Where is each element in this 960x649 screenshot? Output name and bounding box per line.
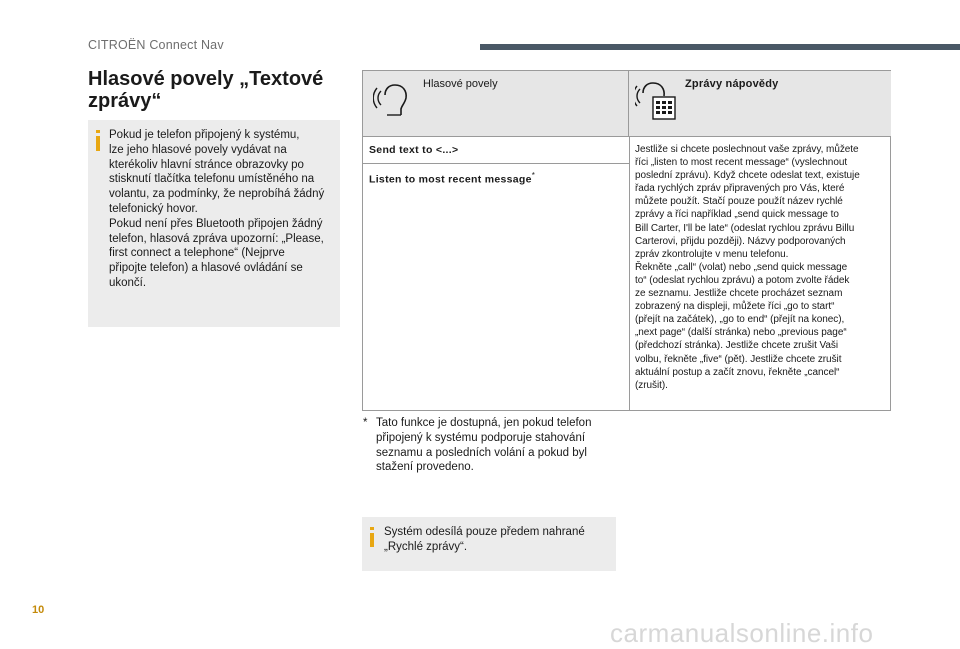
info-box-phone-connected (88, 120, 340, 327)
footnote-text: Tato funkce je dostupná, jen pokud telefon připojený k systému podporuje stahování seznamu a posledních volání a pokud byl stažení provedeno. (376, 417, 592, 474)
table-divider (629, 136, 630, 410)
table-header-voice-commands (363, 71, 629, 136)
command-text: Send text to <...> (369, 144, 459, 156)
table-row-command (369, 144, 458, 156)
info-icon (370, 533, 374, 547)
command-text: Listen to most recent message (369, 173, 532, 186)
info-icon (96, 136, 100, 151)
footnote-marker: * (531, 171, 536, 180)
info-text: Systém odesílá pouze předem nahrané „Rychlé zprávy“. (384, 526, 585, 553)
voice-commands-table (362, 70, 891, 411)
table-header-label: Zprávy nápovědy (685, 78, 779, 90)
table-row-command (369, 171, 535, 186)
footnote-marker: * (363, 417, 368, 429)
table-divider (363, 136, 890, 137)
info-text: Pokud je telefon připojený k systému, lze jeho hlasové povely vydávat na kterékoliv hlavní stránce obrazovky po stisknutí tlačítka telefonu umístěného na volantu, za podmínky, že neprobíhá žádný telefonický hovor. Pokud není přes Bluetooth připojen žádný telefon, hlasová zpráva upozorní: „Please, first connect a telephone“ (Nejprve připojte telefon) a hlasové ovládání se ukončí. (109, 129, 325, 289)
watermark: carmanualsonline.info (610, 618, 874, 648)
table-header-label: Hlasové povely (423, 78, 498, 90)
header-bar (480, 44, 960, 50)
voice-command-icon (373, 81, 409, 121)
table-divider (363, 163, 629, 164)
page-number: 10 (32, 604, 45, 616)
info-box-quick-messages (362, 517, 616, 571)
page-title: Hlasové povely „Textové zprávy“ (88, 68, 324, 112)
header-brand: CITROËN Connect Nav (88, 38, 224, 52)
help-message-text: Jestliže si chcete poslechnout vaše zprávy, můžete říci „listen to most recent message“ (vyslechnout poslední zprávu). Když chcete odeslat text, existuje řada rychlých zpráv připravených pro Vás, které můžete použít. Stačí pouze použít název rychlé zprávy a říci například „send quick message to Bill Carter, I'll be late“ (odeslat rychlou zprávu Billu Carterovi, přijdu později). Názvy podporovaných zpráv zkontrolujte v menu telefonu. Řekněte „call“ (volat) nebo „send quick message to“ (odeslat rychlou zprávu) a potom zvolte řádek ze seznamu. Jestliže chcete procházet seznam zobrazený na displeji, můžete říci „go to start“ (přejít na začátek), „go to end“ (přejít na konec), „next page“ (další stránka) nebo „previous page“ (předchozí stránka). Jestliže chcete zrušit Vaši volbu, řekněte „five“ (pět). Jestliže chcete zrušit aktuální postup a začít znovu, řekněte „cancel“ (zrušit). (635, 144, 860, 391)
help-keypad-icon (635, 79, 679, 123)
table-header-help-messages (629, 71, 891, 136)
